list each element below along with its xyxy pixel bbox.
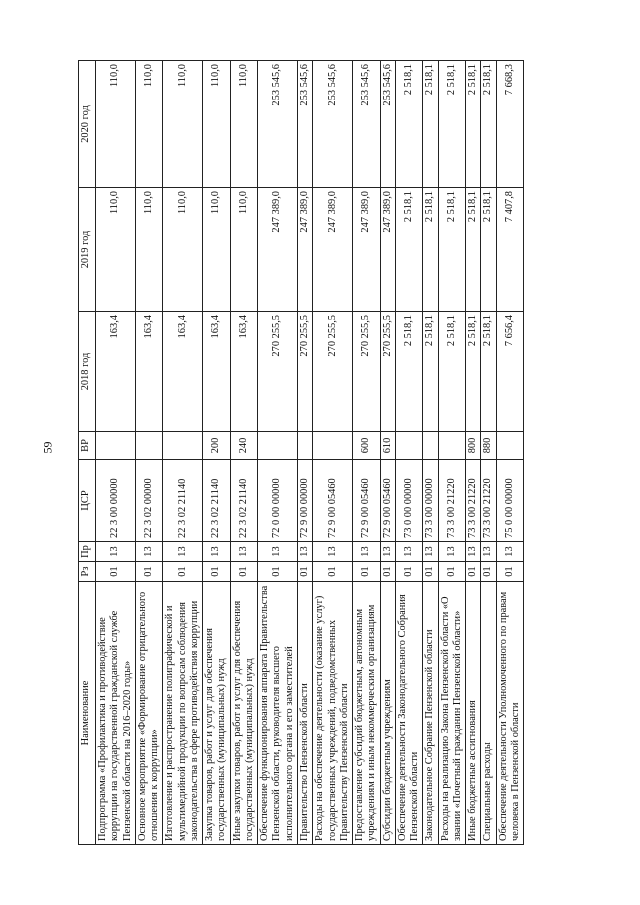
- cell-rz: 01: [135, 562, 163, 582]
- cell-csr: 75 0 00 00000: [496, 460, 524, 542]
- cell-2020: 253 545,6: [258, 61, 298, 188]
- cell-pr: 13: [258, 542, 298, 562]
- cell-2018: 163,4: [96, 312, 136, 432]
- cell-2019: 7 407,8: [496, 188, 524, 312]
- cell-csr: 73 3 00 21220: [466, 460, 481, 542]
- cell-2020: 253 545,6: [297, 61, 312, 188]
- cell-pr: 13: [230, 542, 258, 562]
- page-number: 59: [40, 441, 55, 454]
- cell-name: Обеспечение деятельности Уполномоченного по правам человека в Пензенской области: [496, 582, 524, 845]
- cell-2019: 247 389,0: [258, 188, 298, 312]
- cell-2020: 2 518,1: [466, 61, 481, 188]
- cell-rz: 01: [481, 562, 496, 582]
- cell-2020: 253 545,6: [353, 61, 381, 188]
- cell-csr: 72 9 00 05460: [353, 460, 381, 542]
- table-row: [353, 61, 381, 845]
- cell-2020: 110,0: [96, 61, 136, 188]
- cell-2019: 110,0: [163, 188, 203, 312]
- header-cell-name: Наименование: [79, 582, 96, 845]
- cell-2018: 163,4: [163, 312, 203, 432]
- cell-2020: 110,0: [163, 61, 203, 188]
- table-body: [96, 61, 524, 845]
- rotated-page-content: [78, 61, 556, 845]
- cell-vr: 240: [230, 432, 258, 460]
- cell-2019: 2 518,1: [481, 188, 496, 312]
- cell-name: Расходы на обеспечение деятельности (оказание услуг) государственных учреждений, подведомственных Правительству Пензенской области: [313, 582, 353, 845]
- cell-csr: 73 3 00 00000: [423, 460, 438, 542]
- cell-name: Расходы на реализацию Закона Пензенской области «О звании «Почетный гражданин Пензенской области»: [438, 582, 466, 845]
- cell-name: Правительство Пензенской области: [297, 582, 312, 845]
- cell-vr: [163, 432, 203, 460]
- cell-2018: 2 518,1: [481, 312, 496, 432]
- cell-vr: [135, 432, 163, 460]
- cell-vr: [96, 432, 136, 460]
- cell-2018: 270 255,5: [313, 312, 353, 432]
- cell-name: Закупка товаров, работ и услуг для обеспечения государственных (муниципальных) нужд: [203, 582, 231, 845]
- header-cell-csr: ЦСР: [79, 460, 96, 542]
- cell-rz: 01: [466, 562, 481, 582]
- cell-2019: 110,0: [96, 188, 136, 312]
- cell-pr: 13: [481, 542, 496, 562]
- cell-rz: 01: [496, 562, 524, 582]
- cell-2020: 110,0: [203, 61, 231, 188]
- cell-name: Специальные расходы: [481, 582, 496, 845]
- cell-pr: 13: [203, 542, 231, 562]
- cell-2020: 2 518,1: [395, 61, 423, 188]
- header-cell-2019: 2019 год: [79, 188, 96, 312]
- cell-csr: 22 3 02 21140: [203, 460, 231, 542]
- cell-name: Изготовление и распространение полиграфической и мультимедийной продукции по вопросам соблюдения законодательства в сфере противодействия коррупции: [163, 582, 203, 845]
- table-row: [230, 61, 258, 845]
- cell-rz: 01: [258, 562, 298, 582]
- cell-csr: 72 9 00 00000: [297, 460, 312, 542]
- cell-csr: 22 3 02 00000: [135, 460, 163, 542]
- cell-vr: 200: [203, 432, 231, 460]
- cell-name: Иные бюджетные ассигнования: [466, 582, 481, 845]
- cell-pr: 13: [423, 542, 438, 562]
- table-row: [96, 61, 136, 845]
- cell-csr: 22 3 02 21140: [163, 460, 203, 542]
- table-row: [466, 61, 481, 845]
- cell-2019: 2 518,1: [395, 188, 423, 312]
- cell-rz: 01: [163, 562, 203, 582]
- cell-pr: 13: [135, 542, 163, 562]
- cell-2018: 2 518,1: [466, 312, 481, 432]
- cell-rz: 01: [230, 562, 258, 582]
- cell-vr: 880: [481, 432, 496, 460]
- cell-rz: 01: [353, 562, 381, 582]
- table-row: [313, 61, 353, 845]
- cell-vr: [313, 432, 353, 460]
- cell-rz: 01: [96, 562, 136, 582]
- cell-2019: 247 389,0: [297, 188, 312, 312]
- cell-name: Законодательное Собрание Пензенской области: [423, 582, 438, 845]
- cell-rz: 01: [395, 562, 423, 582]
- cell-rz: 01: [423, 562, 438, 582]
- cell-rz: 01: [380, 562, 395, 582]
- table-row: [297, 61, 312, 845]
- cell-pr: 13: [313, 542, 353, 562]
- header-cell-2018: 2018 год: [79, 312, 96, 432]
- header-cell-rz: Рз: [79, 562, 96, 582]
- cell-vr: 800: [466, 432, 481, 460]
- cell-pr: 13: [96, 542, 136, 562]
- cell-2020: 2 518,1: [438, 61, 466, 188]
- cell-2020: 253 545,6: [380, 61, 395, 188]
- cell-2018: 2 518,1: [438, 312, 466, 432]
- cell-vr: [297, 432, 312, 460]
- cell-name: Основное мероприятие «Формирование отрицательного отношения к коррупции»: [135, 582, 163, 845]
- cell-2018: 270 255,5: [353, 312, 381, 432]
- cell-csr: 72 0 00 00000: [258, 460, 298, 542]
- table-row: [380, 61, 395, 845]
- cell-pr: 13: [163, 542, 203, 562]
- cell-2019: 2 518,1: [438, 188, 466, 312]
- cell-2020: 2 518,1: [481, 61, 496, 188]
- cell-name: Субсидии бюджетным учреждениям: [380, 582, 395, 845]
- table-row: [163, 61, 203, 845]
- table-row: [258, 61, 298, 845]
- cell-2020: 7 668,3: [496, 61, 524, 188]
- cell-csr: 72 9 00 05460: [380, 460, 395, 542]
- cell-2020: 253 545,6: [313, 61, 353, 188]
- cell-rz: 01: [438, 562, 466, 582]
- cell-csr: 72 9 00 05460: [313, 460, 353, 542]
- cell-vr: [496, 432, 524, 460]
- cell-rz: 01: [313, 562, 353, 582]
- cell-2020: 110,0: [135, 61, 163, 188]
- cell-csr: 22 3 02 21140: [230, 460, 258, 542]
- table-row: [203, 61, 231, 845]
- table-row: [423, 61, 438, 845]
- cell-2019: 110,0: [203, 188, 231, 312]
- cell-name: Обеспечение функционирования аппарата Правительства Пензенской области, руководителя высшего исполнительного органа и его заместителей: [258, 582, 298, 845]
- cell-name: Предоставление субсидий бюджетным, автономным учреждениям и иным некоммерческим организациям: [353, 582, 381, 845]
- cell-2018: 270 255,5: [297, 312, 312, 432]
- cell-name: Обеспечение деятельности Законодательного Собрания Пензенской области: [395, 582, 423, 845]
- cell-2018: 163,4: [135, 312, 163, 432]
- table-header-row: [79, 61, 96, 845]
- cell-2018: 163,4: [230, 312, 258, 432]
- cell-rz: 01: [203, 562, 231, 582]
- cell-vr: [423, 432, 438, 460]
- table-row: [395, 61, 423, 845]
- cell-2020: 110,0: [230, 61, 258, 188]
- cell-pr: 13: [496, 542, 524, 562]
- cell-pr: 13: [395, 542, 423, 562]
- cell-vr: [395, 432, 423, 460]
- cell-2019: 110,0: [230, 188, 258, 312]
- cell-pr: 13: [438, 542, 466, 562]
- cell-pr: 13: [466, 542, 481, 562]
- cell-vr: [438, 432, 466, 460]
- cell-2018: 2 518,1: [395, 312, 423, 432]
- cell-2019: 110,0: [135, 188, 163, 312]
- header-cell-2020: 2020 год: [79, 61, 96, 188]
- cell-2018: 163,4: [203, 312, 231, 432]
- table-row: [135, 61, 163, 845]
- cell-name: Подпрограмма «Профилактика и противодействие коррупции на государственной гражданской службе Пензенской области на 2016–2020 годы»: [96, 582, 136, 845]
- header-cell-vr: ВР: [79, 432, 96, 460]
- cell-csr: 73 3 00 21220: [438, 460, 466, 542]
- cell-2018: 2 518,1: [423, 312, 438, 432]
- cell-2019: 247 389,0: [380, 188, 395, 312]
- cell-vr: 610: [380, 432, 395, 460]
- cell-2018: 270 255,5: [380, 312, 395, 432]
- cell-vr: 600: [353, 432, 381, 460]
- header-cell-pr: Пр: [79, 542, 96, 562]
- cell-pr: 13: [353, 542, 381, 562]
- cell-2018: 270 255,5: [258, 312, 298, 432]
- cell-2020: 2 518,1: [423, 61, 438, 188]
- table-row: [496, 61, 524, 845]
- cell-2018: 7 656,4: [496, 312, 524, 432]
- cell-2019: 2 518,1: [423, 188, 438, 312]
- cell-csr: 22 3 00 00000: [96, 460, 136, 542]
- cell-csr: 73 3 00 21220: [481, 460, 496, 542]
- cell-vr: [258, 432, 298, 460]
- cell-pr: 13: [297, 542, 312, 562]
- cell-rz: 01: [297, 562, 312, 582]
- table-row: [438, 61, 466, 845]
- cell-pr: 13: [380, 542, 395, 562]
- cell-2019: 247 389,0: [313, 188, 353, 312]
- budget-table: [78, 60, 524, 845]
- cell-2019: 2 518,1: [466, 188, 481, 312]
- cell-csr: 73 0 00 00000: [395, 460, 423, 542]
- table-row: [481, 61, 496, 845]
- cell-name: Иные закупки товаров, работ и услуг для обеспечения государственных (муниципальных) нужд: [230, 582, 258, 845]
- cell-2019: 247 389,0: [353, 188, 381, 312]
